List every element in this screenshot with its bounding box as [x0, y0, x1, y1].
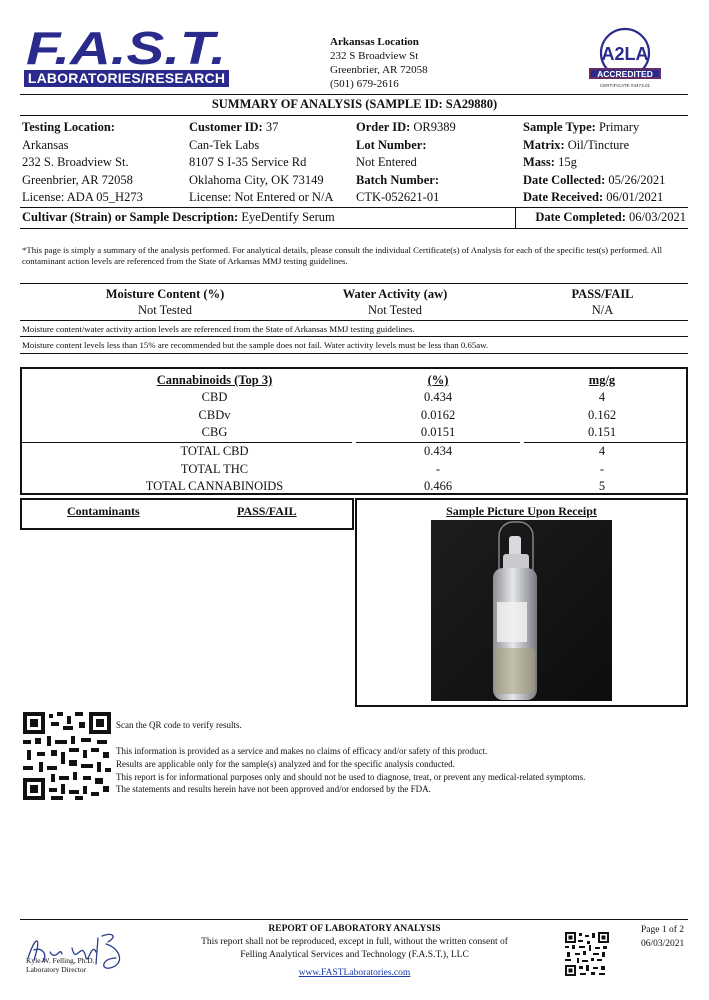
customer-line: Can-Tek Labs — [189, 137, 260, 152]
moisture-value: Not Tested — [137, 303, 193, 317]
divider — [20, 336, 688, 337]
mg-per-g-header: mg/g — [588, 373, 616, 387]
date-received: 06/01/2021 — [606, 190, 664, 204]
lab-address — [330, 35, 428, 91]
divider — [20, 207, 688, 208]
batch-number: CTK-052621-01 — [356, 190, 440, 204]
legal-notes — [116, 745, 585, 796]
accreditation-cert: CERTIFICATE #4473.01 — [599, 83, 651, 88]
address-line-1: 232 S Broadview St — [330, 50, 419, 62]
signer-name: Kyle W. Felling, Ph.D. — [26, 956, 95, 965]
fast-logo — [24, 26, 229, 88]
legal-note: This information is provided as a service and makes no claims of efficacy and/or safety of this product. — [116, 746, 488, 756]
contaminants-header: Contaminants — [67, 504, 140, 518]
date-completed: 06/03/2021 — [629, 210, 686, 224]
qr-code-icon[interactable] — [565, 932, 609, 976]
mass: 15g — [558, 155, 577, 169]
table-row — [22, 424, 686, 442]
a2la-seal-icon — [585, 27, 665, 91]
cannabinoid-name: CBG — [201, 425, 228, 439]
date-completed-label: Date Completed: — [535, 210, 626, 224]
divider — [20, 115, 688, 116]
sample-type-label: Sample Type: — [523, 120, 596, 134]
sample-bottle-image — [431, 520, 612, 701]
testing-location-label: Testing Location: — [22, 120, 115, 134]
lot-number-label: Lot Number: — [356, 137, 427, 152]
sample-picture-title: Sample Picture Upon Receipt — [446, 504, 597, 518]
a2la-letters: A2LA — [601, 44, 649, 64]
cultivar-label: Cultivar (Strain) or Sample Description: — [22, 210, 239, 224]
water-activity-value: Not Tested — [367, 303, 423, 317]
phone: (501) 679-2616 — [330, 78, 399, 90]
total-row — [22, 478, 686, 496]
footer-line: This report shall not be reproduced, except in full, without the written consent of — [201, 937, 508, 947]
customer-line: License: Not Entered or N/A — [189, 190, 334, 204]
divider — [20, 228, 688, 229]
total-percent: - — [435, 461, 441, 476]
cannabinoids-header: Cannabinoids (Top 3) — [156, 373, 273, 387]
moisture-header: Moisture Content (%) — [105, 287, 225, 301]
cannabinoid-name: CBD — [201, 390, 228, 404]
divider — [20, 919, 688, 920]
date-collected: 05/26/2021 — [608, 172, 666, 187]
customer-id: 37 — [265, 120, 279, 134]
testing-location-line: Arkansas — [22, 137, 69, 152]
water-activity-header: Water Activity (aw) — [342, 287, 448, 301]
batch-number-label: Batch Number: — [356, 172, 439, 187]
sample-picture-panel — [355, 498, 688, 707]
matrix: Oil/Tincture — [567, 137, 630, 152]
moisture-note: Moisture content levels less than 15% are recommended but the sample does not fail. Water activity levels must be less than 0.65aw. — [22, 340, 489, 350]
fast-logo-letters — [24, 26, 229, 70]
mass-label: Mass: — [523, 155, 555, 169]
testing-location-line: License: ADA 05_H273 — [22, 190, 143, 204]
total-mg: 5 — [598, 479, 606, 493]
contaminants-pass-fail-header: PASS/FAIL — [237, 504, 297, 518]
sample-type: Primary — [598, 120, 640, 134]
page-number: Page 1 of 2 — [641, 925, 685, 935]
total-row — [22, 443, 686, 461]
footer-line: Felling Analytical Services and Technology (F.A.S.T.), LLC — [240, 950, 469, 961]
contaminants-table — [20, 498, 354, 530]
moisture-note: Moisture content/water activity action levels are referenced from the State of Arkansas MMJ testing guidelines. — [22, 324, 415, 334]
divider — [20, 320, 688, 321]
legal-note: This report is for informational purposes only and should not be used to diagnose, treat, or prevent any medical-related symptoms. — [116, 771, 586, 782]
percent-header: (%) — [427, 373, 449, 387]
moisture-pass-fail-header: PASS/FAIL — [571, 287, 634, 301]
date-received-label: Date Received: — [523, 190, 604, 204]
customer-id-label: Customer ID: — [189, 120, 263, 134]
cannabinoid-percent: 0.434 — [423, 390, 453, 404]
cannabinoid-mg: 0.151 — [587, 425, 617, 439]
info-row — [22, 137, 686, 155]
matrix-label: Matrix: — [523, 137, 565, 152]
table-row — [22, 389, 686, 407]
sample-photo — [431, 520, 612, 701]
order-id: OR9389 — [413, 120, 456, 134]
legal-note: The statements and results herein have not been approved and/or endorsed by the FDA. — [116, 784, 431, 795]
report-date: 06/03/2021 — [641, 939, 685, 949]
cannabinoids-header-row — [22, 372, 686, 390]
divider — [20, 283, 688, 284]
cannabinoid-percent: 0.0162 — [420, 407, 456, 422]
accredited-label: ACCREDITED — [597, 69, 653, 79]
page-info — [641, 923, 684, 951]
moisture-pass-fail-value: N/A — [591, 303, 614, 317]
info-row — [22, 154, 686, 172]
website-link[interactable]: www.FASTLaboratories.com — [298, 968, 411, 978]
order-id-label: Order ID: — [356, 120, 411, 134]
location-title: Arkansas Location — [330, 36, 419, 48]
cannabinoid-mg: 4 — [598, 390, 606, 404]
sample-info-grid — [22, 119, 686, 207]
info-row — [22, 119, 686, 137]
total-mg: - — [599, 461, 605, 476]
divider — [515, 208, 516, 228]
customer-line: 8107 S I-35 Service Rd — [189, 155, 307, 169]
testing-location-line: 232 S. Broadview St. — [22, 155, 129, 169]
info-row — [22, 172, 686, 190]
report-title: REPORT OF LABORATORY ANALYSIS — [268, 924, 441, 934]
cultivar-row — [22, 209, 686, 226]
divider — [20, 94, 688, 95]
a2la-accredited-logo — [585, 27, 665, 91]
address-line-2: Greenbrier, AR 72058 — [330, 64, 428, 76]
total-name: TOTAL CBD — [180, 444, 249, 458]
customer-line: Oklahoma City, OK 73149 — [189, 172, 324, 187]
total-name: TOTAL CANNABINOIDS — [145, 479, 284, 493]
cultivar: EyeDentify Serum — [241, 210, 335, 224]
total-row — [22, 461, 686, 479]
cannabinoid-percent: 0.0151 — [420, 425, 456, 439]
info-row — [22, 189, 686, 207]
total-mg: 4 — [598, 444, 606, 458]
disclaimer: *This page is simply a summary of the analysis performed. For analytical details, please consult the individual Certificate(s) of Analysis for each of the specific test(s) performed. All contaminant action levels are referenced from the State of Arkansas MMJ testing guidelines. — [22, 245, 663, 266]
cannabinoids-table — [20, 367, 688, 495]
summary-title: SUMMARY OF ANALYSIS (SAMPLE ID: SA29880) — [211, 97, 498, 111]
total-name: TOTAL THC — [180, 461, 249, 476]
fast-logo-text: F.A.S.T. — [26, 26, 226, 70]
divider — [20, 353, 688, 354]
fast-logo-subtitle: LABORATORIES/RESEARCH — [24, 70, 229, 87]
date-collected-label: Date Collected: — [523, 172, 606, 187]
cannabinoid-name: CBDv — [198, 407, 231, 422]
total-percent: 0.466 — [423, 479, 453, 493]
legal-note: Results are applicable only for the sample(s) analyzed and for the specific analysis conducted. — [116, 758, 455, 769]
scan-qr-text: Scan the QR code to verify results. — [116, 720, 242, 730]
cannabinoid-mg: 0.162 — [587, 407, 617, 422]
testing-location-line: Greenbrier, AR 72058 — [22, 172, 133, 187]
total-percent: 0.434 — [423, 444, 453, 458]
lot-number: Not Entered — [356, 155, 417, 169]
signer-title: Laboratory Director — [26, 965, 87, 974]
table-row — [22, 407, 686, 425]
qr-code-icon[interactable] — [23, 712, 111, 800]
